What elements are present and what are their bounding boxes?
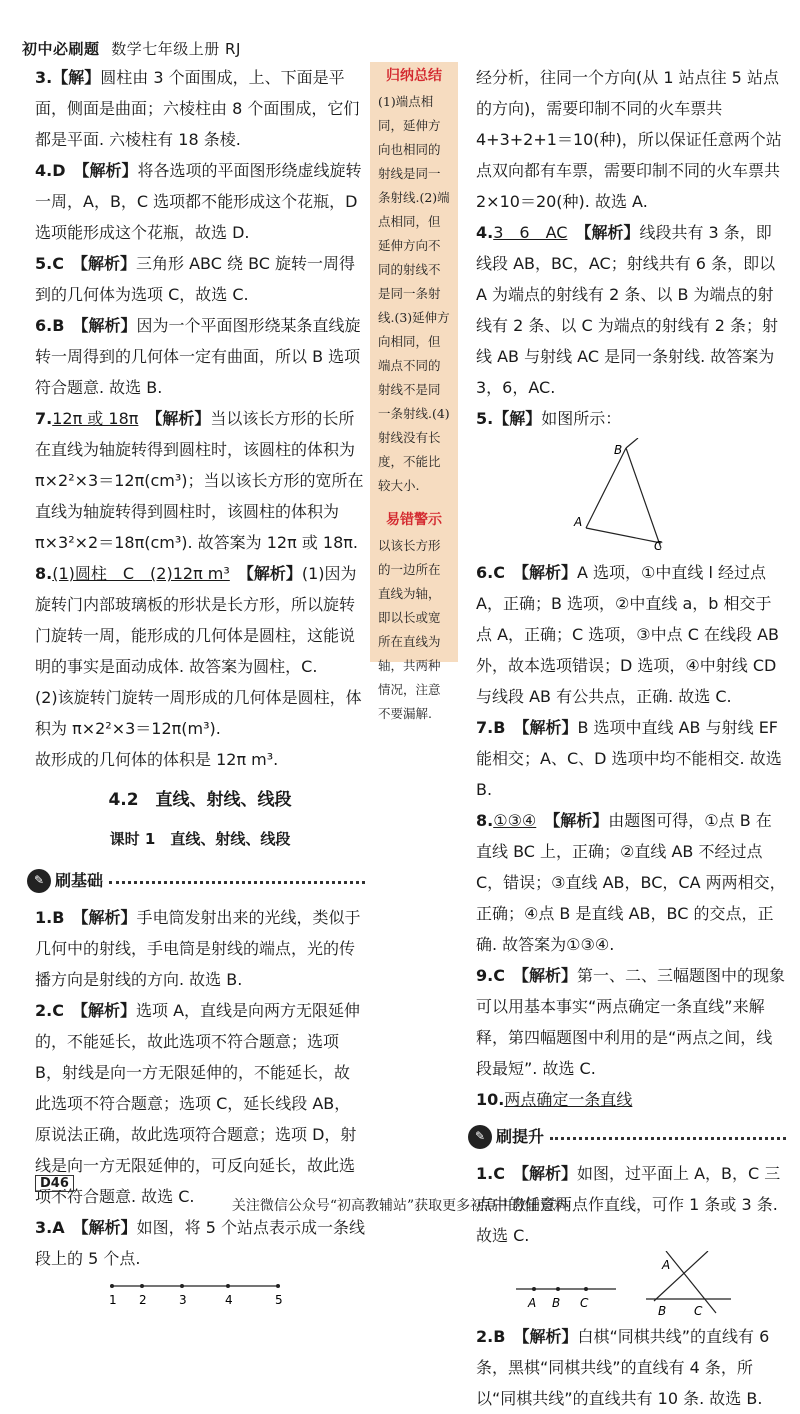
station-label: 3 <box>179 1293 187 1307</box>
dotted-divider <box>550 1137 786 1140</box>
point-label: B <box>552 1296 561 1310</box>
point-label: C <box>654 539 663 553</box>
answer-item: 9.C 【解析】第一、二、三幅题图中的现象可以用基本事实“两点确定一条直线”来解释，第四幅题图中利用的是“两点之间，线段最短”. 故选 C. <box>476 966 786 1078</box>
summary-text: (1)端点相同，延伸方向也相同的射线是同一条射线.(2)端点相同，但延伸方向不同的射线不是同一条射线.(3)延伸方向相同，但端点不同的射线不是同一条射线.(4)射线没有长度，不能比较大小. <box>378 94 450 493</box>
page-number: D46 <box>35 1175 74 1192</box>
station-label: 5 <box>275 1293 283 1307</box>
answer-item: 7.12π 或 18π 【解析】当以该长方形的长所在直线为轴旋转得到圆柱时，该圆柱的体积为 π×2²×3＝12π(cm³)；当以该长方形的宽所在直线为轴旋转得到圆柱时，该圆柱的体积为 π×3²×2＝18π(cm³). 故答案为 12π 或 18π. <box>35 409 364 552</box>
warning-text: 以该长方形的一边所在直线为轴，即以长或宽所在直线为轴，共两种情况，注意不要漏解. <box>378 538 441 721</box>
point-label: B <box>614 443 623 457</box>
left-column <box>35 62 365 1312</box>
answer-item: 5.C 【解析】三角形 ABC 绕 BC 旋转一周得到的几何体为选项 C，故选 C. <box>35 254 356 304</box>
answer-item: 8.(1)圆柱 C (2)12π m³ 【解析】(1)因为旋转门内部玻璃板的形状是长方形，所以旋转门旋转一周，能形成的几何体是圆柱，这能说明的事实是面动成体. 故答案为圆柱，C. <box>35 564 357 676</box>
answer-item: 4.3 6 AC 【解析】线段共有 3 条，即线段 AB，BC，AC；射线共有 6 条，即以 A 为端点的射线有 2 条、以 B 为端点的射线有 2 条、以 C 为端点的射线有 2 条；射线 AB 与射线 AC 是同一条射线. 故答案为 3，6，AC. <box>476 223 779 397</box>
dotted-divider <box>109 881 365 884</box>
summary-title: 归纳总结 <box>386 68 442 84</box>
section-title: 4.2 直线、射线、线段 <box>108 790 292 810</box>
tips-sidebar <box>370 62 458 721</box>
page-footer: 关注微信公众号“初高教辅站”获取更多初高中教辅资料 <box>231 1198 569 1214</box>
answer-item: 1.C 【解析】如图，过平面上 A，B，C 三点中的任意两点作直线，可作 1 条或 3 条. 故选 C. <box>476 1164 781 1245</box>
warning-title: 易错警示 <box>386 512 442 528</box>
answer-item: 7.B 【解析】B 选项中直线 AB 与射线 EF 能相交；A、C、D 选项中均不能相交. 故选 B. <box>476 718 782 799</box>
point-label: B <box>658 1304 667 1318</box>
book-subtitle: 数学七年级上册 RJ <box>111 40 241 58</box>
answer-item: 4.D 【解析】将各选项的平面图形绕虚线旋转一周，A，B，C 选项都不能形成这个花瓶，D 选项能形成这个花瓶，故选 D. <box>35 161 362 242</box>
point-label: A <box>574 515 583 529</box>
triangle-rays-figure <box>566 438 696 553</box>
station-label: 4 <box>225 1293 233 1307</box>
collinear-and-triangle-figure <box>476 1251 776 1321</box>
answer-item: 10.两点确定一条直线 <box>476 1090 633 1109</box>
station-line-figure <box>100 1278 300 1308</box>
station-label: 2 <box>139 1293 147 1307</box>
point-label: C <box>580 1296 589 1310</box>
answer-item: 8.①③④ 【解析】由题图可得，①点 B 在直线 BC 上，正确；②直线 AB 不经过点 C，错误；③直线 AB，BC，CA 两两相交，正确；④点 B 是直线 AB，BC 的交点，正确. 故答案为①③④. <box>476 811 786 954</box>
lesson-title: 课时 1 直线、射线、线段 <box>109 830 291 848</box>
answer-item: 2.C 【解析】选项 A，直线是向两方无限延伸的，不能延长，故此选项不符合题意；选项 B，射线是向一方无限延伸的，不能延长，故此选项不符合题意；选项 C，延长线段 AB，原说法正确，故此选项符合题意；选项 D，射线是向一方无限延伸的，可反向延长，故此选项不符合题意. 故选 C. <box>35 1001 361 1206</box>
answer-item: 1.B 【解析】手电筒发射出来的光线，类似于几何中的射线，手电筒是射线的端点，光的传播方向是射线的方向. 故选 B. <box>35 908 361 989</box>
page-header <box>22 38 241 59</box>
answer-item: 6.C 【解析】A 选项，①中直线 l 经过点 A，正确；B 选项，②中直线 a，b 相交于点 A，正确；C 选项，③中点 C 在线段 AB 外，故本选项错误；D 选项，④中射线 CD 与线段 AB 有公共点，正确. 故选 C. <box>476 563 779 706</box>
book-title: 初中必刷题 <box>22 40 100 58</box>
advanced-practice-badge: ✎ 刷提升 <box>468 1121 786 1152</box>
answer-item: 5.【解】如图所示： <box>476 409 622 428</box>
point-label: A <box>662 1258 671 1272</box>
answer-text: 经分析，往同一个方向(从 1 站点往 5 站点的方向)，需要印制不同的火车票共 4+3+2+1＝10(种)，所以保证任意两个站点双向都有车票，需要印制不同的火车票共 2×10＝20(种). 故选 A. <box>476 68 782 211</box>
basic-practice-badge: ✎ 刷基础 <box>27 865 365 896</box>
answer-item: 3.A 【解析】如图，将 5 个站点表示成一条线段上的 5 个点. <box>35 1218 365 1268</box>
answer-item: 6.B 【解析】因为一个平面图形绕某条直线旋转一周得到的几何体一定有曲面，所以 B 选项符合题意. 故选 B. <box>35 316 361 397</box>
pen-icon: ✎ <box>468 1125 492 1149</box>
answer-item: 2.B 【解析】白棋“同棋共线”的直线有 6 条，黑棋“同棋共线”的直线有 4 条，所以“同棋共线”的直线共有 10 条. 故选 B. <box>476 1327 770 1408</box>
answer-text: 故形成的几何体的体积是 12π m³. <box>35 750 279 769</box>
answer-text: (2)该旋转门旋转一周形成的几何体是圆柱，体积为 π×2²×3＝12π(m³). <box>35 688 362 738</box>
answer-item: 3.【解】圆柱由 3 个面围成，上、下面是平面，侧面是曲面；六棱柱由 8 个面围成，它们都是平面. 六棱柱有 18 条棱. <box>35 68 360 149</box>
pen-icon: ✎ <box>27 869 51 893</box>
station-label: 1 <box>109 1293 117 1307</box>
point-label: A <box>528 1296 537 1310</box>
point-label: C <box>694 1304 703 1318</box>
